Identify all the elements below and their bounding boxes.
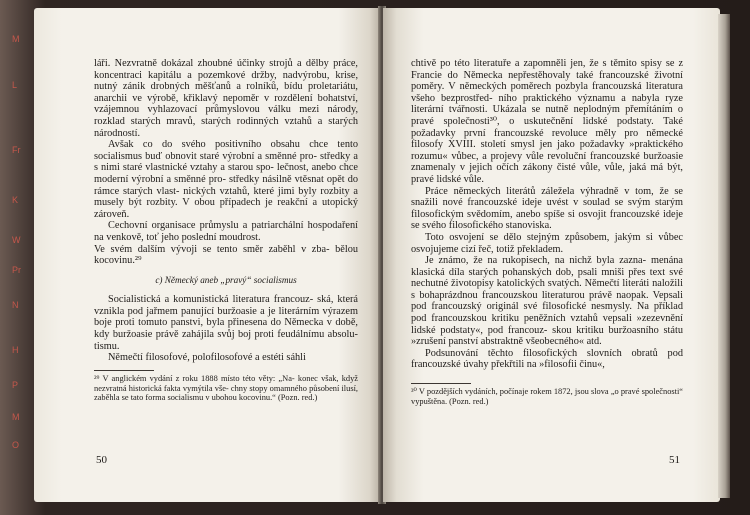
text-line: filosofického stanoviska. <box>448 220 552 232</box>
text-line: vepsali »zezevnění lidské podstaty«, pod francouz- <box>411 313 683 336</box>
text-line: pravé lidské vůle. <box>411 173 484 185</box>
text-line: být rozbity. V obou případech je reakční a utopický <box>128 197 358 209</box>
text-line: francouzské životní poměry. V německých poměrech <box>411 69 683 93</box>
text-line: ního praktického významu a nabyla ryze literární <box>411 92 684 116</box>
paragraph <box>411 186 683 232</box>
text-line: Cechovní organisace průmyslu a patriarchální <box>108 220 304 232</box>
right-page <box>383 8 720 502</box>
text-line: byla přinesena do Německa v době, kdy buržoasie <box>94 317 358 341</box>
edge-mark: Pr <box>12 265 21 275</box>
edge-mark: M <box>12 412 20 422</box>
edge-mark: O <box>12 440 20 450</box>
paragraph <box>411 58 683 186</box>
text-line: pozbyla francouzská literatura všeho bezprostřed- <box>411 81 684 104</box>
paragraph <box>94 58 358 139</box>
left-page <box>34 8 380 502</box>
text-line: „o pravé společnosti“ vypuštěna. (Pozn. red.) <box>411 387 684 406</box>
text-line: ²⁹ V anglickém vydání z roku 1888 místo této věty: „Na- <box>94 373 295 383</box>
text-line: ³⁰ V pozdějších vydáních, počínaje rokem 1872, jsou slova <box>411 387 609 397</box>
text-line: středky násilně vtěsnat opět do rámce starých vlast- <box>94 173 359 197</box>
text-line: anebo spíše si osvojit francouzské ideje se svého <box>411 208 683 232</box>
text-line: Socialistická a komunistická literatura francouz- <box>108 294 314 306</box>
text-line: Práce německých literátů záležela výhradně <box>425 185 619 197</box>
footnote <box>411 387 683 407</box>
edge-mark: Fr <box>12 145 21 155</box>
text-line: Avšak co do svého positivního obsahu chce tento <box>108 139 358 151</box>
text-line: chtivě po této literatuře a zapomněli jen, že s těmito <box>411 58 637 69</box>
text-line: středky a s nimi staré vlastnické vztahy a starou spo- <box>94 150 358 174</box>
text-line: socialismu v ubohou kocovinu.“ (Pozn. red.) <box>167 393 318 403</box>
text-line: národy, rozklad starých mravů, starých rodinných <box>94 104 359 127</box>
text-line: vzájemnou vyhlazovací průmyslovou válku mezi <box>94 104 320 116</box>
paragraph <box>94 139 358 220</box>
edge-mark: H <box>12 345 19 355</box>
edge-mark: M <box>12 34 20 44</box>
edge-mark: P <box>12 380 19 390</box>
text-line: pod francouzské úvahy překřtili na »filosofii činu«, <box>411 347 683 371</box>
text-line: v jejich očích zákony čisté vůle, vůle, jaká má být, <box>459 162 684 174</box>
text-line: a je literárním výrazem boje proti tomuto panstvi, <box>94 305 358 329</box>
left-page-text <box>94 58 358 403</box>
paragraph <box>94 244 358 267</box>
text-line: výrobě, křiklavý nepoměr v rozdělení bohatství, <box>147 92 358 104</box>
text-line: Němečtí filosofové, polofilosofové a estéti sáhli <box>108 352 306 364</box>
text-line: menána klasická díla starých pohanských dob, psali <box>411 255 683 278</box>
margin-edge-marks <box>4 0 30 515</box>
text-line: Ve svém dalším vývoji se tento směr zaběhl v zba- <box>94 243 330 255</box>
footnote <box>94 374 358 403</box>
text-line: tismu. <box>94 340 120 352</box>
text-line: skou kritiku buržoasního státu »zrušení panství <box>411 324 683 348</box>
text-line: vůle revoluční francouzské buržoasie znamenaly <box>411 150 684 174</box>
text-line: ská, která vznikla pod jařmem panující buržoasie <box>94 294 359 317</box>
paragraph <box>411 255 683 348</box>
text-line: měšťanů a rolníků, bídu proletariátu, anarchii ve <box>94 81 358 104</box>
text-line: v tom, že se snažili nové francouzské ideje uvést <box>411 185 684 209</box>
paragraph <box>94 220 358 243</box>
text-line: konec však, když nezvratná historická fakta vymýtila vše- <box>94 373 358 393</box>
text-line: vůbec osvojujeme cizí řeč, totiž překladem. <box>411 231 684 255</box>
right-page-text <box>411 58 683 407</box>
text-line: mniši přes text své nechutné životopisy katolických <box>411 266 684 290</box>
text-line: francouzský originál své filosofické nesmysly. Na <box>431 301 649 313</box>
text-line: vztahů a starých národností. <box>94 115 359 139</box>
footnote-rule <box>94 370 154 371</box>
text-line: o pravé společnosti³⁰, o uskutečnění lidské podstaty. <box>411 104 684 127</box>
section-heading: c) Německý aneb „pravý“ socialismus <box>155 274 297 285</box>
text-line: abstraktně všeobecného« atd. <box>480 336 602 348</box>
edge-mark: W <box>12 235 21 245</box>
text-line: spisy se z Francie do Německa nepřestěhovaly také <box>411 58 684 81</box>
page-number: 51 <box>669 454 680 466</box>
paragraph <box>411 348 683 371</box>
text-line: Také požadavky první francouzské revoluce měly <box>411 115 683 139</box>
paragraph <box>411 232 683 255</box>
text-line: Je známo, že na rukopisech, na nichž byla zazna- <box>425 255 647 267</box>
edge-mark: K <box>12 195 19 205</box>
text-line: Toto osvojení se dělo stejným způsobem, jakým si <box>425 231 653 243</box>
edge-mark: N <box>12 300 19 310</box>
text-line: tvářnosti. Ukázala se nutně neplodným přemítáním <box>448 104 673 116</box>
text-line: chny stopy omamného působení ilusí, zaběhla se tato forma <box>94 383 358 403</box>
text-line: držby, nadvýrobu, krise, nutný zánik drobných <box>94 69 359 93</box>
text-line: bělou kocovinu.²⁹ <box>94 243 358 267</box>
footnote-rule <box>411 383 471 384</box>
text-line: hospodaření na venkově, toť jeho poslední moudrost. <box>94 220 358 243</box>
text-line: pro německé filosofy XVIII. století smysl jen jako <box>411 127 683 151</box>
page-block-edge <box>718 14 730 498</box>
text-line: nických vztahů, které jimi byly rozbity a musely <box>94 185 358 209</box>
text-line: svatých. Němečtí literáti naložili s bohaprázdnou <box>411 278 683 301</box>
text-line: dělby práce, koncentraci kapitálu a pozemkové <box>94 58 358 81</box>
text-line: lečnost, anebo chce moderní výrobní a směnné pro- <box>94 162 358 185</box>
text-line: socialismus buď obnovit staré výrobní a směnné pro- <box>94 150 317 162</box>
text-line: v soulad se svým starým filosofickým svědomím, <box>411 197 683 220</box>
edge-mark: L <box>12 80 18 90</box>
text-line: zároveň. <box>94 208 130 220</box>
page-number: 50 <box>96 454 107 466</box>
text-line: francouzskou literaturou právě naopak. Vepsali pod <box>411 289 683 313</box>
text-line: požadavky »praktického rozumu« vůbec, a projevy <box>411 139 683 162</box>
text-line: právě zahájila svůj boj proti feudálnímu absolu- <box>155 329 358 341</box>
text-line: láři. Nezvratně dokázal zhoubné účinky strojů a <box>94 58 302 69</box>
text-line: příklad pod francouzskou kritiku peněžních vztahů <box>411 301 683 325</box>
text-line: Podsunování těchto filosofických slovních obratů <box>425 347 658 359</box>
paragraph <box>94 352 358 364</box>
paragraph <box>94 294 358 352</box>
